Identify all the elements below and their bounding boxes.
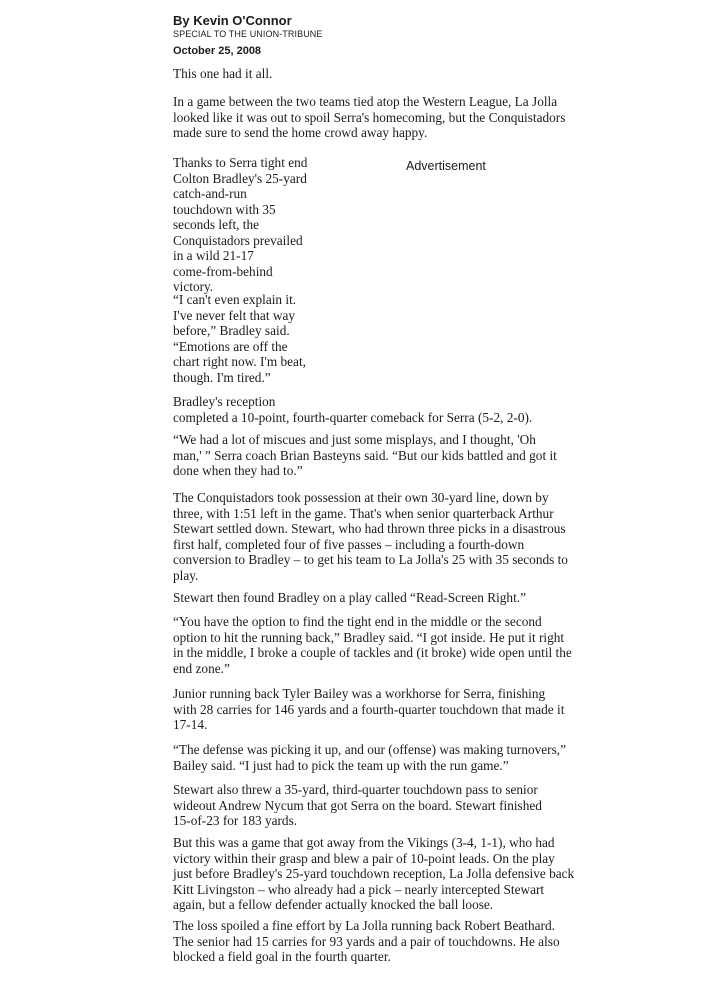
- paragraph-line: three, with 1:51 left in the game. That's when senior quarterback Arthur: [173, 505, 554, 521]
- paragraph-line: 15-of-23 for 183 yards.: [173, 813, 298, 828]
- paragraph-line: “I can't even explain it.: [173, 292, 297, 307]
- paragraph-line: “You have the option to find the tight end in the middle or the second: [173, 614, 542, 629]
- paragraph-line: But this was a game that got away from the Vikings (3-4, 1-1), who had: [173, 835, 555, 850]
- paragraph-line: come-from-behind: [173, 263, 273, 279]
- article-paragraph: [173, 94, 565, 141]
- paragraph-line: victory.: [173, 279, 214, 294]
- paragraph-line: blocked a field goal in the fourth quarter.: [173, 949, 391, 964]
- paragraph-line: “We had a lot of miscues and just some misplays, and I thought, 'Oh: [173, 432, 536, 447]
- paragraph-line: play.: [173, 567, 199, 583]
- paragraph-line: though. I'm tired.”: [173, 369, 271, 385]
- paragraph-line: Colton Bradley's 25-yard: [173, 170, 307, 186]
- paragraph-line: This one had it all.: [173, 66, 273, 81]
- byline: By Kevin O'Connor: [173, 13, 292, 28]
- article-paragraph: [173, 490, 568, 583]
- paragraph-line: “Emotions are off the: [173, 338, 288, 354]
- paragraph-line: end zone.”: [173, 660, 230, 676]
- paragraph-line: The loss spoiled a fine effort by La Jolla running back Robert Beathard.: [173, 918, 555, 933]
- paragraph-line: In a game between the two teams tied atop the Western League, La Jolla: [173, 94, 558, 109]
- article-paragraph: [173, 782, 542, 829]
- paragraph-line: touchdown with 35: [173, 201, 276, 217]
- paragraph-line: done when they had to.”: [173, 463, 303, 478]
- paragraph-line: Conquistadors prevailed: [173, 232, 303, 248]
- article-paragraph: [173, 394, 532, 425]
- article-paragraph: [173, 686, 564, 733]
- paragraph-line: with 28 carries for 146 yards and a fourth-quarter touchdown that made it: [173, 701, 565, 717]
- paragraph-line: Junior running back Tyler Bailey was a workhorse for Serra, finishing: [173, 686, 546, 701]
- paragraph-line: Bradley's reception: [173, 394, 276, 409]
- paragraph-line: looked like it was out to spoil Serra's homecoming, but the Conquistadors: [173, 109, 566, 125]
- article-paragraph: [173, 432, 557, 479]
- paragraph-line: I've never felt that way: [173, 307, 296, 323]
- paragraph-line: Stewart settled down. Stewart, who had thrown three picks in a disastrous: [173, 521, 566, 536]
- paragraph-line: The senior had 15 carries for 93 yards and a pair of touchdowns. He also: [173, 933, 560, 949]
- paragraph-line: before,” Bradley said.: [173, 323, 290, 338]
- paragraph-line: wideout Andrew Nycum that got Serra on the board. Stewart finished: [173, 797, 542, 813]
- article-paragraph: [173, 835, 574, 913]
- paragraph-line: “The defense was picking it up, and our (offense) was making turnovers,”: [173, 742, 566, 757]
- paragraph-line: 17-14.: [173, 717, 208, 732]
- article-paragraph: [173, 918, 560, 965]
- paragraph-line: victory within their grasp and blew a pair of 10-point leads. On the play: [173, 850, 555, 866]
- paragraph-line: catch-and-run: [173, 186, 247, 201]
- byline-organization: SPECIAL TO THE UNION-TRIBUNE: [173, 29, 323, 39]
- paragraph-line: in a wild 21-17: [173, 248, 254, 263]
- paragraph-line: seconds left, the: [173, 217, 260, 232]
- article-paragraph: [173, 66, 272, 82]
- paragraph-line: Stewart also threw a 35-yard, third-quarter touchdown pass to senior: [173, 782, 538, 797]
- paragraph-line: option to hit the running back,” Bradley said. “I got inside. He put it right: [173, 629, 565, 645]
- paragraph-line: The Conquistadors took possession at their own 30-yard line, down by: [173, 490, 549, 505]
- article-paragraph: [173, 155, 307, 295]
- paragraph-line: again, but a fellow defender actually knocked the ball loose.: [173, 897, 494, 912]
- advertisement-label: Advertisement: [406, 159, 486, 173]
- article-paragraph: [173, 292, 306, 385]
- paragraph-line: Thanks to Serra tight end: [173, 155, 308, 170]
- paragraph-line: Kitt Livingston – who already had a pick – nearly intercepted Stewart: [173, 881, 545, 897]
- paragraph-line: in the middle, I broke a couple of tackles and (it broke) wide open until the: [173, 645, 572, 660]
- paragraph-line: man,' ” Serra coach Brian Basteyns said. “But our kids battled and got it: [173, 447, 557, 463]
- paragraph-line: conversion to Bradley – to get his team to La Jolla's 25 with 35 seconds to: [173, 552, 568, 567]
- paragraph-line: completed a 10-point, fourth-quarter comeback for Serra (5-2, 2-0).: [173, 409, 533, 425]
- paragraph-line: made sure to send the home crowd away happy.: [173, 125, 428, 140]
- article-paragraph: [173, 742, 566, 773]
- paragraph-line: first half, completed four of five passes – including a fourth-down: [173, 536, 525, 552]
- paragraph-line: Stewart then found Bradley on a play called “Read-Screen Right.”: [173, 590, 526, 605]
- article-paragraph: [173, 590, 526, 606]
- publish-date: October 25, 2008: [173, 45, 262, 57]
- paragraph-line: chart right now. I'm beat,: [173, 354, 306, 369]
- paragraph-line: Bailey said. “I just had to pick the team up with the run game.”: [173, 757, 509, 773]
- paragraph-line: just before Bradley's 25-yard touchdown reception, La Jolla defensive back: [173, 866, 575, 881]
- article-paragraph: [173, 614, 572, 676]
